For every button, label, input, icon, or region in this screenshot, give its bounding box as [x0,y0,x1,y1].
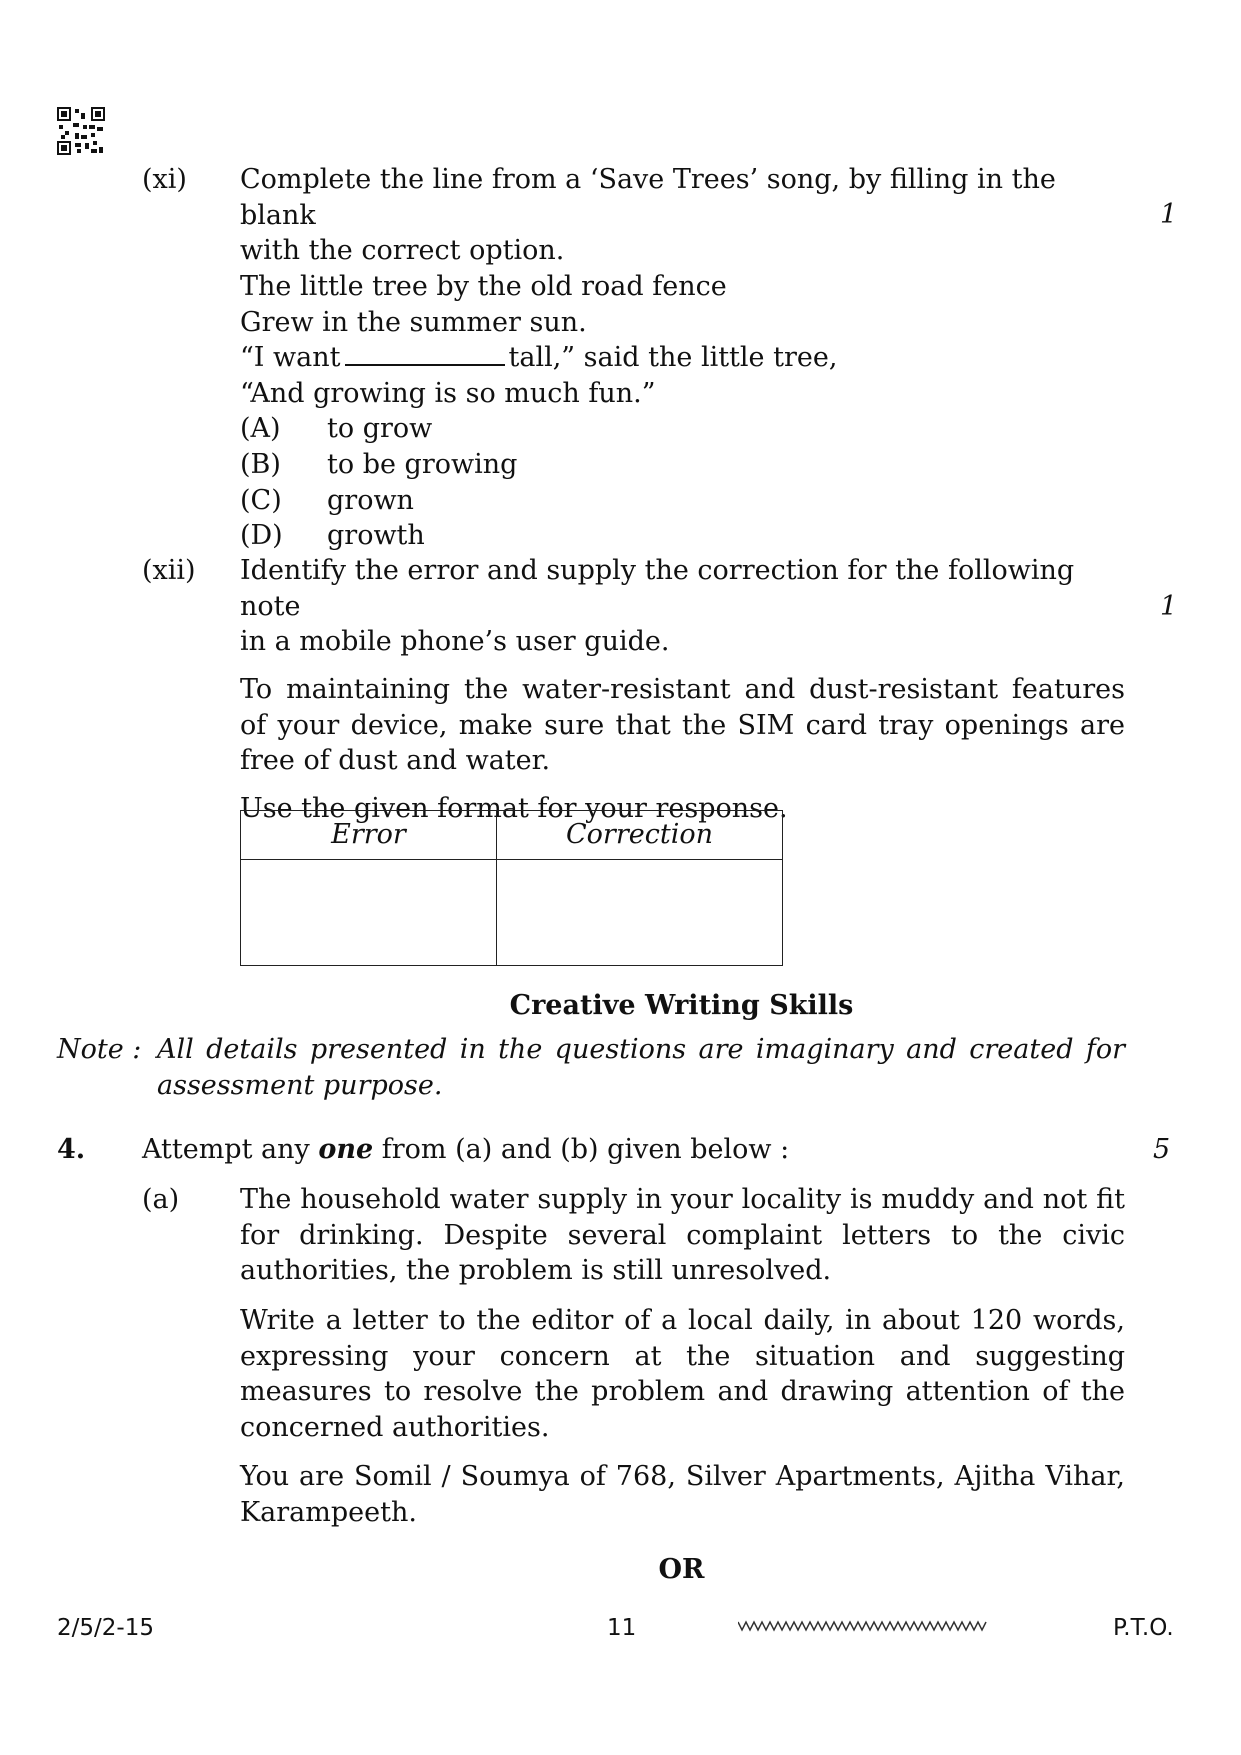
option-b [240,447,1125,483]
question-prompt: Complete the line from a ‘Save Trees’ song, by filling in the blank [240,164,1056,231]
sub-question-label: (a) [142,1184,180,1215]
option-label: (C) [240,484,282,516]
table-header-error: Error [241,811,497,860]
question-xii [240,553,1125,826]
question-prompt-cont: with the correct option. [240,235,565,267]
question-number: 4. [57,1134,86,1165]
page-number: 11 [607,1615,637,1641]
poem-line: Grew in the summer sun. [240,306,587,338]
correction-cell[interactable] [497,860,783,966]
option-label: (B) [240,449,281,480]
question-prompt-cont: in a mobile phone’s user guide. [240,626,670,658]
question-prompt: Identify the error and supply the correction for the following note [240,555,1075,622]
fill-in-blank [345,344,505,366]
prompt-text: Attempt any [142,1134,310,1165]
question-4a [240,1182,1125,1531]
wavy-line-icon [738,1618,990,1634]
prompt-text: from (a) and (b) given below : [381,1134,790,1165]
error-cell[interactable] [241,860,497,966]
poem-line: The little tree by the old road fence [240,270,727,302]
note-label: Note : [57,1034,142,1065]
option-text: grown [327,484,414,516]
section-heading: Creative Writing Skills [509,990,854,1021]
qr-code-icon [57,107,105,155]
table-header-correction: Correction [497,811,783,860]
user-guide-note: To maintaining the water-resistant and dust-resistant features of your device, make sure that the SIM card tray openings are free of dust and water. [240,673,1125,777]
option-text: growth [327,520,425,552]
format-instruction: Use the given format for your response. [240,792,788,824]
question-context: The household water supply in your locality is muddy and not fit for drinking. Despite several complaint letters to the civic authorities, the problem is still unresolved. [240,1184,1125,1287]
option-label: (D) [240,520,283,552]
poem-fragment: “I want [240,342,341,374]
option-text: to grow [327,413,433,445]
marks: 5 [1153,1134,1171,1165]
note-text: All details presented in the questions are imaginary and created for assessment purpose. [157,1034,1125,1101]
page-turn-indicator: P.T.O. [1113,1615,1174,1641]
prompt-emphasis: one [318,1134,374,1165]
poem-fragment: tall,” said the little tree, [508,342,838,374]
poem-line: “And growing is so much fun.” [240,377,656,409]
option-d [240,518,1125,554]
poem-line-blank [240,340,1125,376]
option-text: to be growing [327,449,518,480]
question-prompt [142,1132,789,1168]
response-table [240,810,783,966]
question-number: (xi) [142,164,187,195]
paper-code: 2/5/2-15 [57,1615,154,1641]
option-label: (A) [240,413,281,445]
option-a [240,411,1125,447]
question-task: Write a letter to the editor of a local daily, in about 120 words, expressing your concern at the situation and suggesting measures to resolve the problem and drawing attention of the concerned authorities. [240,1304,1125,1443]
marks: 1 [1160,591,1178,622]
question-xi [240,162,1125,554]
or-divider: OR [658,1554,705,1585]
marks: 1 [1160,199,1178,230]
option-c [240,483,1125,519]
question-identity: You are Somil / Soumya of 768, Silver Apartments, Ajitha Vihar, Karampeeth. [240,1461,1125,1528]
question-number: (xii) [142,555,196,586]
